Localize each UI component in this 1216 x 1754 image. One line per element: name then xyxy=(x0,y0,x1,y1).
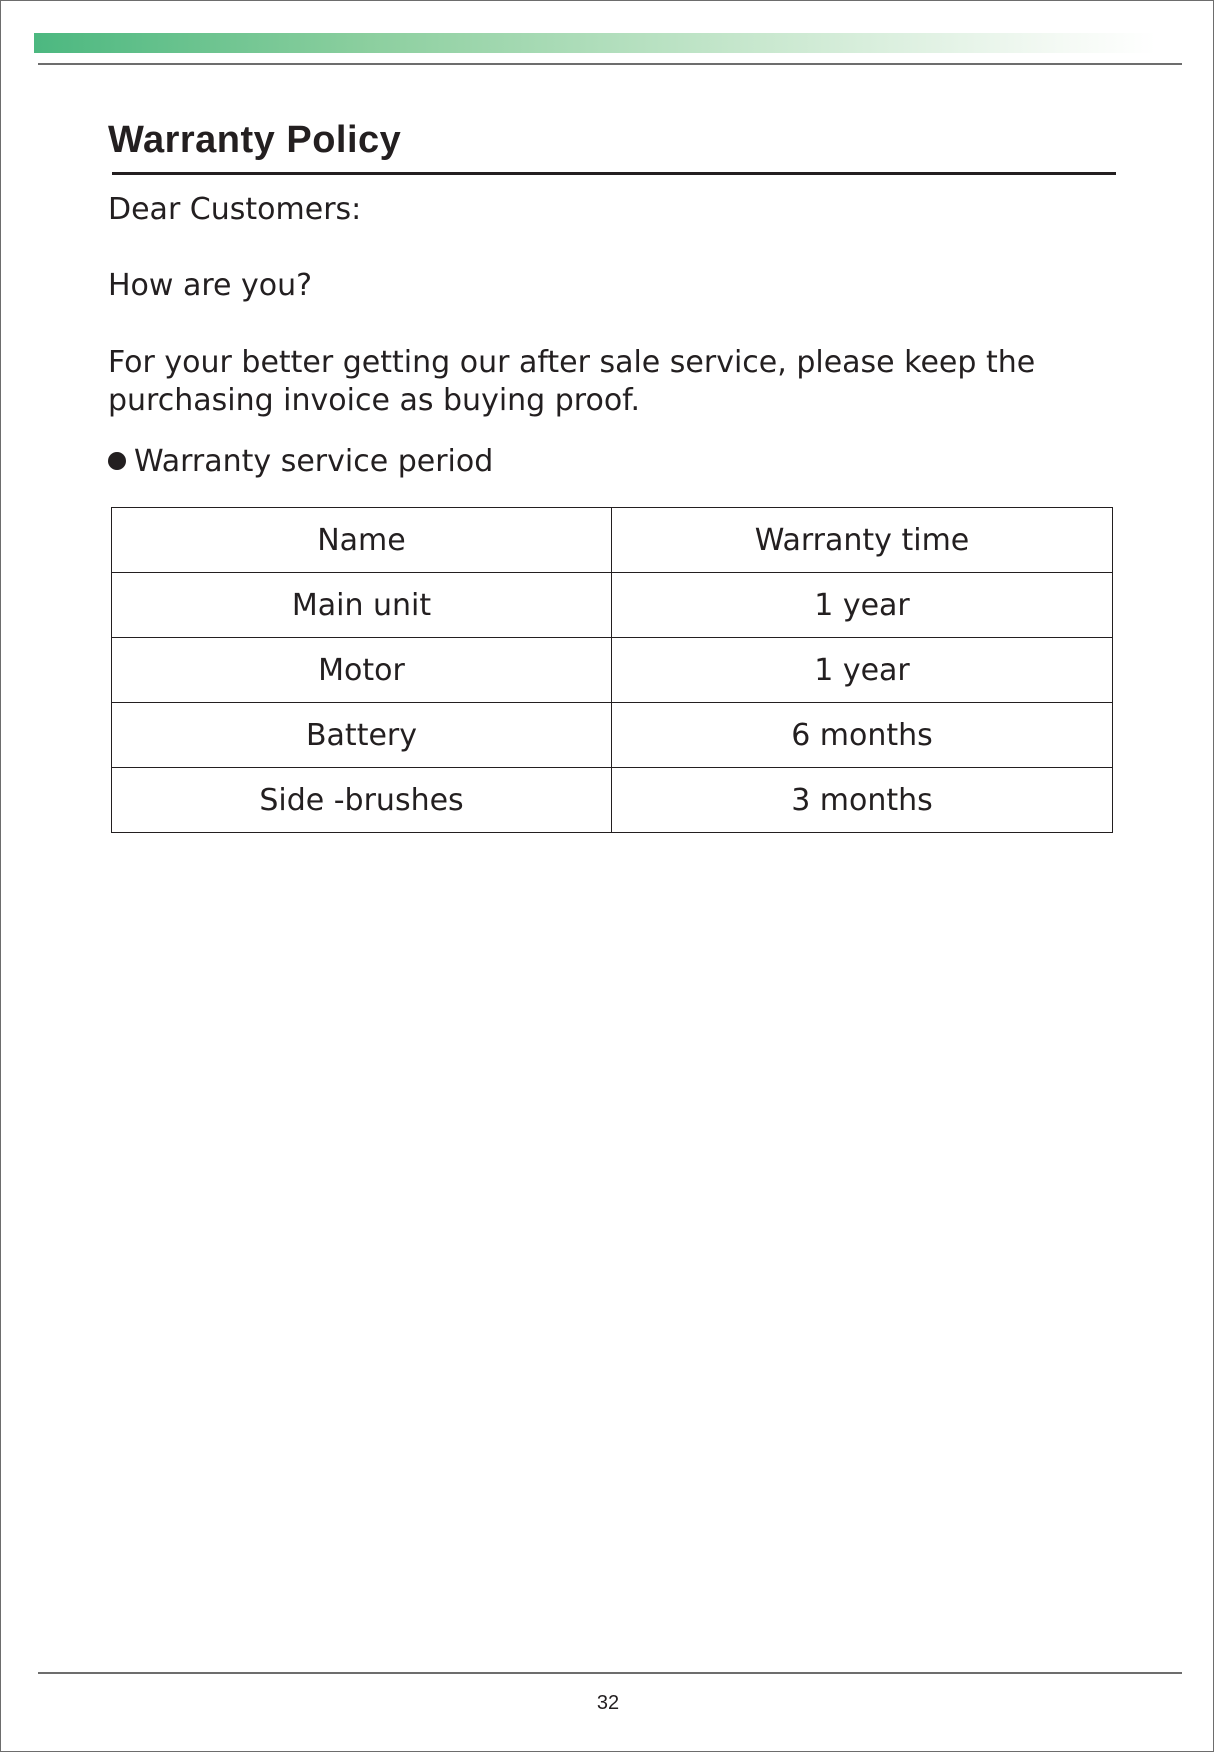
footer-rule xyxy=(38,1672,1182,1674)
header-rule xyxy=(38,63,1182,65)
table-cell-warranty-time: 1 year xyxy=(612,573,1113,638)
table-row xyxy=(112,768,1113,833)
notice-paragraph xyxy=(108,344,1035,420)
notice-line-2: purchasing invoice as buying proof. xyxy=(108,383,641,418)
table-cell-name: Motor xyxy=(112,638,612,703)
section-heading xyxy=(108,443,493,481)
table-row xyxy=(112,573,1113,638)
table-header-row xyxy=(112,508,1113,573)
bullet-icon xyxy=(108,452,126,470)
warranty-table xyxy=(111,507,1113,833)
table-cell-name: Battery xyxy=(112,703,612,768)
table-cell-warranty-time: 6 months xyxy=(612,703,1113,768)
header-gradient-bar xyxy=(34,33,1156,53)
greeting-text: Dear Customers: xyxy=(108,192,362,227)
table-cell-warranty-time: 3 months xyxy=(612,768,1113,833)
section-heading-label: Warranty service period xyxy=(134,444,494,479)
table-row xyxy=(112,638,1113,703)
page-title: Warranty Policy xyxy=(108,119,402,161)
table-cell-name: Main unit xyxy=(112,573,612,638)
question-text: How are you? xyxy=(108,268,313,303)
page-number: 32 xyxy=(596,1692,620,1714)
table-header-name: Name xyxy=(112,508,612,573)
table-header-warranty-time: Warranty time xyxy=(612,508,1113,573)
title-underline xyxy=(112,172,1116,175)
notice-line-1: For your better getting our after sale service, please keep the xyxy=(108,345,1036,380)
table-cell-warranty-time: 1 year xyxy=(612,638,1113,703)
table-cell-name: Side -brushes xyxy=(112,768,612,833)
table-row xyxy=(112,703,1113,768)
